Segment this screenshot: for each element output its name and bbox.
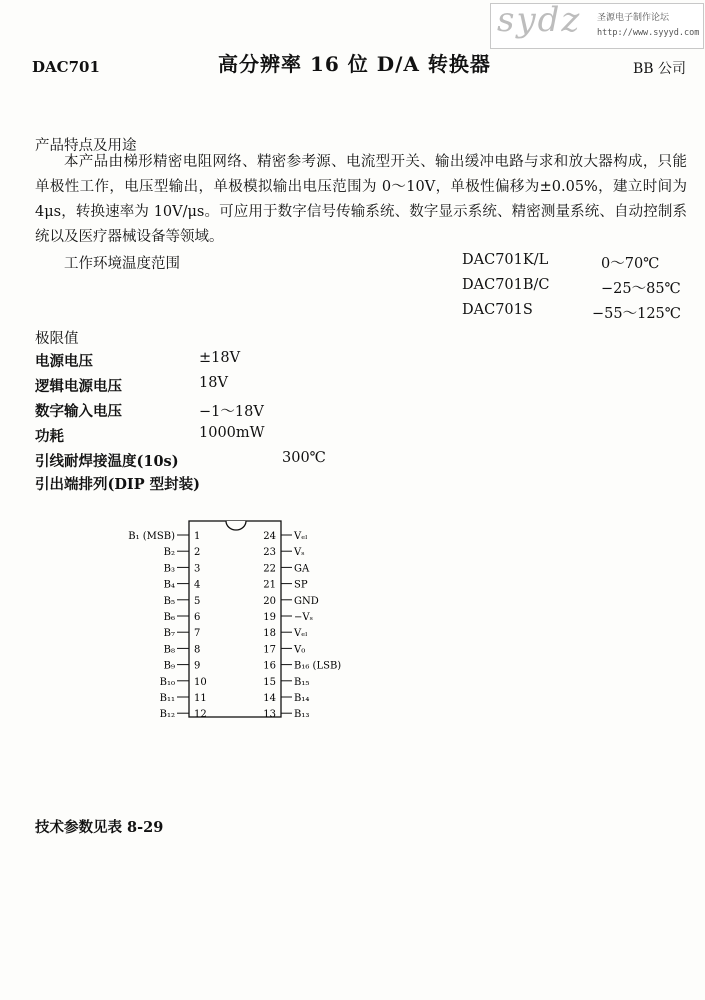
pin-number: 17 bbox=[263, 644, 276, 656]
pin-name: B₆ bbox=[163, 612, 175, 623]
pin-right bbox=[263, 563, 310, 574]
pin-name: GA bbox=[294, 563, 310, 575]
pin-number: 19 bbox=[263, 612, 276, 623]
pin-name: GND bbox=[294, 595, 319, 607]
pin-left bbox=[164, 612, 201, 623]
pin-number: 7 bbox=[194, 628, 201, 640]
watermark-url: http://www.syyyd.com bbox=[597, 28, 700, 38]
pin-name: B₃ bbox=[163, 563, 175, 575]
pin-number: 9 bbox=[194, 660, 201, 672]
pin-right bbox=[263, 644, 305, 655]
pin-name: B₅ bbox=[163, 595, 175, 607]
pinout-title: 引出端排列(DIP 型封装) bbox=[35, 476, 201, 493]
company-name: BB 公司 bbox=[633, 61, 687, 77]
pin-number: 13 bbox=[263, 709, 276, 721]
pin-number: 6 bbox=[194, 612, 201, 623]
page-title: 高分辨率 16 位 D/A 转换器 bbox=[218, 52, 491, 76]
pin-name: −Vₛ bbox=[294, 612, 313, 623]
pin-right bbox=[263, 580, 308, 591]
temperature-label: 工作环境温度范围 bbox=[64, 256, 180, 272]
pin-name: B₁₅ bbox=[294, 676, 310, 688]
temperature-range: 0～70℃ bbox=[601, 256, 660, 272]
pin-name: B₂ bbox=[163, 547, 175, 559]
limit-label: 逻辑电源电压 bbox=[35, 378, 122, 395]
limit-label: 电源电压 bbox=[35, 353, 93, 370]
pin-left bbox=[164, 563, 201, 574]
limit-value: ±18V bbox=[199, 350, 241, 366]
pin-number: 1 bbox=[194, 531, 201, 542]
limit-value: 1000mW bbox=[199, 425, 265, 441]
pin-right bbox=[263, 628, 307, 639]
pin-name: B₁₆ (LSB) bbox=[294, 660, 342, 672]
limit-label: 引线耐焊接温度(10s) bbox=[35, 453, 179, 470]
pin-left bbox=[160, 709, 207, 720]
pin-name: B₈ bbox=[163, 644, 175, 656]
pin-number: 11 bbox=[194, 693, 207, 704]
pin-left bbox=[164, 644, 201, 655]
features-heading: 产品特点及用途 bbox=[35, 138, 137, 154]
pin-left bbox=[164, 661, 201, 672]
pin-left bbox=[164, 547, 201, 558]
pin-number: 10 bbox=[194, 676, 207, 688]
model-number: DAC701 bbox=[32, 58, 100, 76]
limit-value: 18V bbox=[199, 375, 228, 391]
pin-number: 22 bbox=[263, 563, 276, 575]
pin-left bbox=[164, 596, 201, 607]
limit-value: −1～18V bbox=[199, 404, 264, 420]
pin-name: B₁₄ bbox=[294, 693, 310, 704]
pin-number: 20 bbox=[263, 595, 276, 607]
pin-number: 16 bbox=[263, 660, 276, 672]
features-paragraph: 本产品由梯形精密电阻网络、精密参考源、电流型开关、输出缓冲电路与求和放大器构成，只能单极性工作，电压型输出，单极模拟输出电压范围为 0～10V，单极性偏移为±0.05%，建立时间为 4μs，转换速率为 10V/μs。可应用于数字信号传输系统、数字显示系统、精密测量系统、自动控制系统以及医疗器械设备等领域。 bbox=[35, 154, 687, 245]
pin-number: 12 bbox=[194, 709, 207, 721]
pin-name: SP bbox=[294, 579, 308, 591]
limit-value: 300℃ bbox=[282, 450, 326, 466]
pin-name: B₁₃ bbox=[294, 709, 310, 721]
pin-name: Vₑₗ bbox=[294, 531, 308, 542]
pin-number: 14 bbox=[263, 693, 276, 704]
footer-reference: 技术参数见表 8-29 bbox=[35, 819, 164, 836]
pin-name: B₁₀ bbox=[159, 676, 175, 688]
pin-right bbox=[263, 596, 319, 607]
limits-heading: 极限值 bbox=[35, 331, 79, 347]
pin-right bbox=[263, 661, 341, 672]
right-pins bbox=[263, 531, 341, 720]
pin-left bbox=[164, 580, 201, 591]
pin-number: 24 bbox=[263, 531, 276, 542]
pin-right bbox=[263, 547, 304, 558]
temperature-model: DAC701S bbox=[462, 302, 533, 318]
watermark-logo: sydz bbox=[497, 0, 582, 40]
pin-name: V₀ bbox=[294, 644, 306, 656]
pin-name: Vₛ bbox=[294, 547, 305, 559]
pin-number: 4 bbox=[194, 579, 201, 591]
pin-left bbox=[160, 693, 207, 704]
pin-name: B₉ bbox=[163, 660, 175, 672]
pin-left bbox=[160, 677, 207, 688]
pin-number: 8 bbox=[194, 644, 201, 656]
pin-name: B₁ (MSB) bbox=[128, 531, 175, 542]
pin-number: 5 bbox=[194, 595, 201, 607]
pin-name: B₁₁ bbox=[159, 693, 175, 704]
pin-number: 23 bbox=[263, 547, 276, 559]
pin-name: Vₑₗ bbox=[294, 628, 308, 640]
temperature-model: DAC701B/C bbox=[462, 277, 550, 293]
limit-label: 数字输入电压 bbox=[35, 403, 122, 420]
pin-right bbox=[263, 612, 313, 623]
pin-name: B₄ bbox=[163, 579, 175, 591]
pin-number: 2 bbox=[194, 547, 201, 559]
pin-right bbox=[263, 693, 309, 704]
pin-number: 15 bbox=[263, 676, 276, 688]
watermark-site-name: 圣源电子制作论坛 bbox=[597, 13, 670, 23]
pin-right bbox=[263, 677, 309, 688]
limit-label: 功耗 bbox=[35, 428, 64, 445]
pin-left bbox=[164, 628, 201, 639]
chip-notch bbox=[226, 521, 246, 530]
pin-right bbox=[263, 531, 307, 542]
pin-number: 21 bbox=[263, 579, 276, 591]
left-pins bbox=[128, 531, 207, 720]
temperature-range: −55～125℃ bbox=[592, 306, 681, 322]
pin-name: B₁₂ bbox=[159, 709, 175, 721]
pin-number: 3 bbox=[194, 563, 201, 575]
pin-right bbox=[263, 709, 309, 720]
temperature-model: DAC701K/L bbox=[462, 252, 549, 268]
pin-number: 18 bbox=[263, 628, 276, 640]
temperature-range: −25～85℃ bbox=[601, 281, 681, 297]
pin-name: B₇ bbox=[163, 628, 175, 640]
